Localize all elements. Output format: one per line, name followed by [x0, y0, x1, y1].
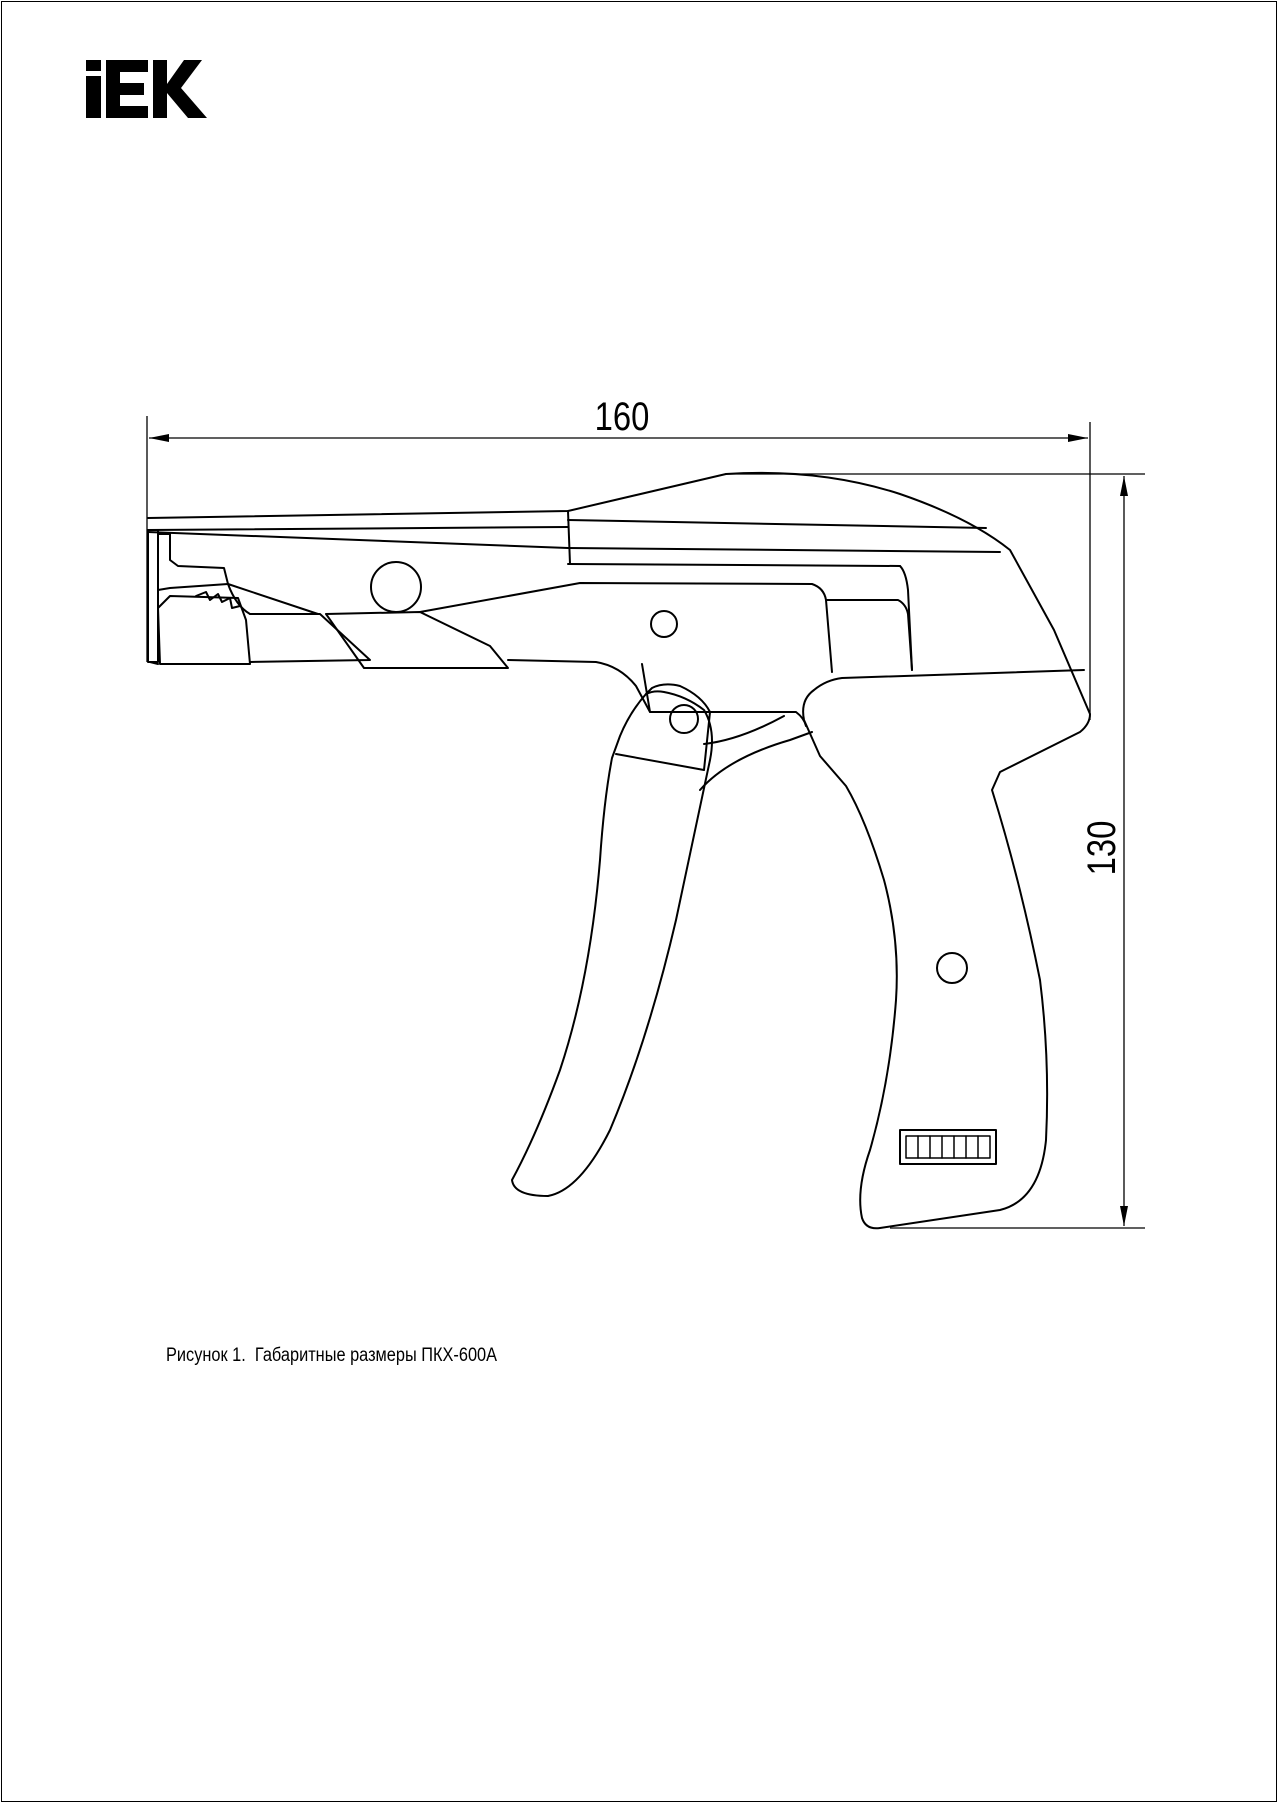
- body-pivot: [651, 611, 677, 637]
- clamp-jaw: [158, 534, 228, 590]
- trigger-arc: [704, 716, 784, 744]
- handle-screw: [937, 953, 967, 983]
- trigger-lever: [512, 691, 712, 1196]
- height-dimension-value: 130: [1078, 820, 1124, 876]
- barrel-top-line: [148, 527, 568, 530]
- trigger-top-edge: [616, 754, 704, 770]
- slider-bottom: [508, 660, 650, 712]
- front-clamp: [148, 530, 158, 662]
- tension-scale-frame: [900, 1130, 996, 1164]
- caption-label: Рисунок 1.: [166, 1345, 246, 1366]
- width-dimension-value: 160: [594, 393, 650, 439]
- body-line-2: [568, 548, 1000, 552]
- trigger-head: [646, 684, 710, 770]
- jaw-lower: [250, 614, 370, 662]
- body-divider: [568, 511, 570, 564]
- cable-tie-tool: [148, 473, 1090, 1228]
- tension-scale: [906, 1136, 990, 1158]
- figure-caption: [166, 1345, 497, 1367]
- trigger-arc-2: [700, 732, 812, 790]
- tension-roller: [371, 562, 421, 612]
- barrel-mid-line: [148, 532, 568, 548]
- body-line-1: [568, 520, 986, 528]
- caption-text: Габаритные размеры ПКХ-600А: [254, 1345, 498, 1366]
- slider-rail: [420, 583, 832, 672]
- slider-inner: [826, 600, 912, 670]
- body-step: [568, 564, 900, 566]
- tool-barrel: [148, 473, 1090, 1228]
- trigger-pivot: [670, 705, 698, 733]
